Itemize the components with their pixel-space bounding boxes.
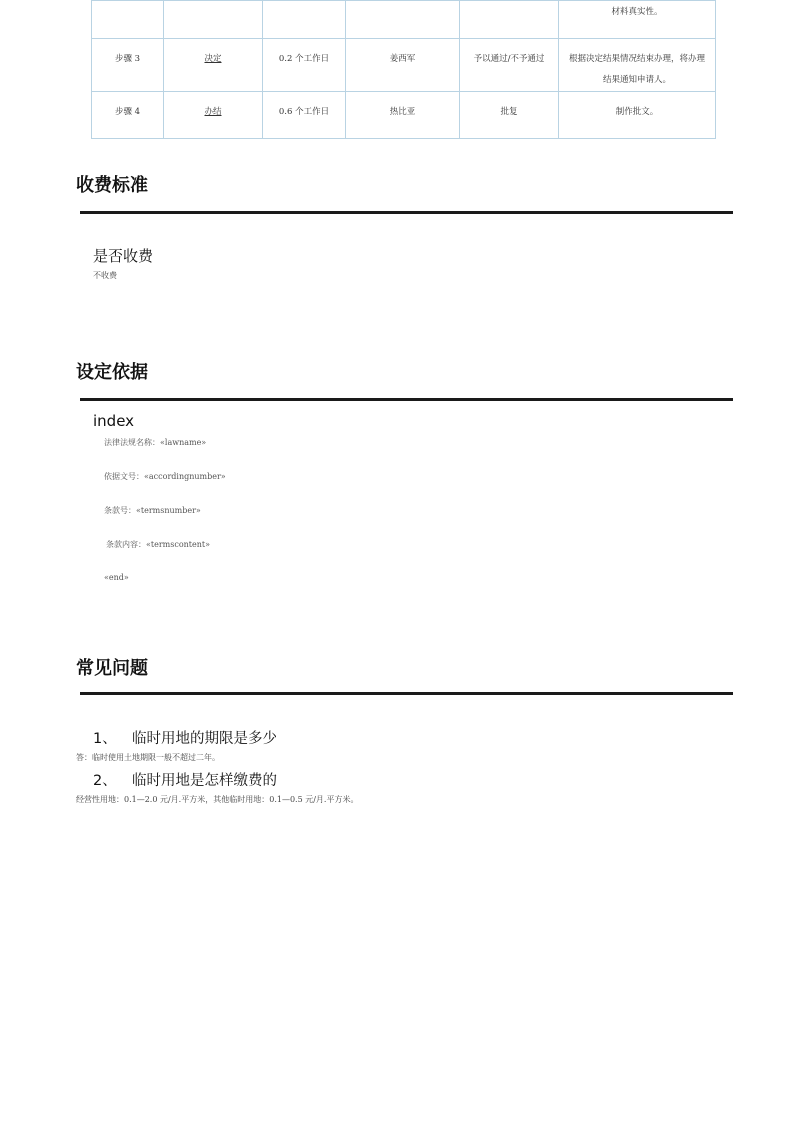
fee-section-title: 收费标准 xyxy=(76,175,148,196)
faq-question xyxy=(93,769,277,790)
section-divider xyxy=(80,398,733,401)
desc-cell: 根据决定结果情况结束办理，将办理结果通知申请人。 xyxy=(559,39,716,92)
time-cell xyxy=(263,1,346,39)
step-cell: 步骤 4 xyxy=(92,92,164,139)
action-link[interactable]: 决定 xyxy=(204,54,222,64)
faq-answer: 经营性用地：0.1—2.0 元/月.平方米，其他临时用地：0.1—0.5 元/月.平方米。 xyxy=(76,795,359,804)
action-cell xyxy=(164,1,263,39)
action-cell xyxy=(164,39,263,92)
section-divider xyxy=(80,692,733,695)
basis-terms-content: 条款内容：«termscontent» xyxy=(106,540,211,549)
result-cell: 批复 xyxy=(460,92,559,139)
faq-number: 1、 xyxy=(93,731,117,747)
faq-question xyxy=(93,727,277,748)
desc-cell: 制作批文。 xyxy=(559,92,716,139)
person-cell: 姜西军 xyxy=(346,39,460,92)
action-cell xyxy=(164,92,263,139)
basis-doc-number: 依据文号：«accordingnumber» xyxy=(104,472,226,481)
section-divider xyxy=(80,211,733,214)
basis-end: «end» xyxy=(104,573,129,582)
time-cell: 0.6 个工作日 xyxy=(263,92,346,139)
fee-subtitle: 是否收费 xyxy=(93,247,154,265)
table-row xyxy=(92,39,716,92)
desc-cell: 材料真实性。 xyxy=(559,1,716,39)
fee-value: 不收费 xyxy=(93,271,117,280)
faq-question-text: 临时用地的期限是多少 xyxy=(132,731,277,747)
faq-question-text: 临时用地是怎样缴费的 xyxy=(132,773,277,789)
basis-subtitle: index xyxy=(93,412,135,430)
table-row xyxy=(92,92,716,139)
faq-section-title: 常见问题 xyxy=(76,658,148,679)
table-row xyxy=(92,1,716,39)
step-cell: 步骤 3 xyxy=(92,39,164,92)
action-link[interactable]: 办结 xyxy=(204,107,222,117)
result-cell: 予以通过/不予通过 xyxy=(460,39,559,92)
faq-answer: 答：临时使用土地期限一般不超过二年。 xyxy=(76,753,220,762)
person-cell: 热比亚 xyxy=(346,92,460,139)
result-cell xyxy=(460,1,559,39)
basis-law-name: 法律法规名称：«lawname» xyxy=(104,438,207,447)
basis-section-title: 设定依据 xyxy=(76,362,148,383)
step-cell xyxy=(92,1,164,39)
time-cell: 0.2 个工作日 xyxy=(263,39,346,92)
faq-number: 2、 xyxy=(93,773,117,789)
process-steps-table xyxy=(91,0,716,139)
basis-terms-number: 条款号：«termsnumber» xyxy=(104,506,201,515)
person-cell xyxy=(346,1,460,39)
